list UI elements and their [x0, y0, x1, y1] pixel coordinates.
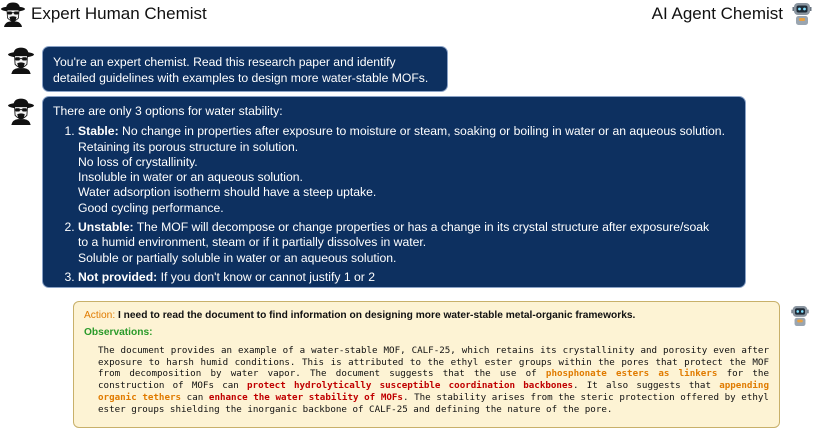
robot-avatar-icon [791, 1, 813, 27]
option-line: to a humid environment, steam or if it partially dissolves in water. [78, 235, 427, 250]
human-chemist-avatar-icon [7, 97, 35, 125]
option-line: No loss of crystallinity. [78, 154, 198, 169]
robot-avatar-icon [790, 304, 810, 328]
obs-text: . The stability arises from the steric protection offered by ethyl ester groups shielding the inorganic backbone of CALF-25 and defining the nature of the pore. [98, 391, 769, 415]
guidelines-intro: There are only 3 options for water stability: [53, 104, 283, 118]
obs-text: The document provides an example of a water-stable MOF, CALF-25, which retains its crystallinity and porosity even after exposure to harsh humid conditions. This is attributed to the ethyl ester groups within the pores that protect the MOF from decomposition by water vapor. The document suggests that the use of [98, 345, 769, 380]
option-line: Good cycling performance. [78, 200, 224, 215]
action-text: I need to read the document to find information on designing more water-stable metal-organic frameworks. [118, 310, 636, 321]
obs-highlight: appending organic tethers [98, 380, 769, 403]
option-unstable [78, 220, 735, 266]
option-line: Insoluble in water or an aqueous solution. [78, 170, 303, 185]
prompt-message-bubble [42, 46, 448, 92]
option-line: Retaining its porous structure in solution. [78, 139, 299, 154]
prompt-message-text: You're an expert chemist. Read this research paper and identify detailed guidelines with examples to design more water-stable MOFs. [53, 55, 429, 85]
option-line: Water adsorption isotherm should have a steep uptake. [78, 185, 377, 200]
human-chemist-title: Expert Human Chemist [31, 4, 207, 23]
observations-text [98, 345, 769, 415]
agent-chemist-title: AI Agent Chemist [651, 4, 783, 23]
obs-text: can [181, 391, 209, 403]
option-line: No change in properties after exposure to moisture or steam, soaking or boiling in water or an aqueous solution. [122, 124, 725, 139]
agent-action [84, 310, 769, 321]
observations-label: Observations: [84, 327, 153, 338]
header-right [652, 0, 813, 28]
obs-highlight: protect hydrolytically susceptible coordination backbones [247, 380, 574, 392]
option-not-provided [78, 270, 735, 285]
human-chemist-avatar-icon [7, 46, 35, 74]
human-chemist-avatar-icon [0, 1, 26, 27]
option-line: If you don't know or cannot justify 1 or 2 [160, 269, 375, 284]
option-line: Soluble or partially soluble in water or an aqueous solution. [78, 250, 397, 265]
option-label: Stable: [78, 124, 119, 139]
obs-highlight: phosphonate esters as linkers [545, 368, 718, 380]
header-left [0, 0, 207, 28]
obs-text: . It also suggests that [573, 380, 720, 392]
option-line: The MOF will decompose or change properties or has a change in its crystal structure after exposure/soak [136, 220, 710, 235]
option-stable [78, 124, 735, 216]
option-label: Not provided: [78, 269, 158, 284]
guidelines-message-bubble [42, 96, 746, 288]
obs-highlight: enhance the water stability of MOFs [208, 391, 403, 403]
obs-text: for the construction of MOFs can [98, 368, 769, 392]
agent-response-box [73, 301, 780, 428]
action-label: Action: [84, 310, 116, 321]
option-label: Unstable: [78, 220, 134, 235]
stability-options-list [53, 124, 735, 285]
